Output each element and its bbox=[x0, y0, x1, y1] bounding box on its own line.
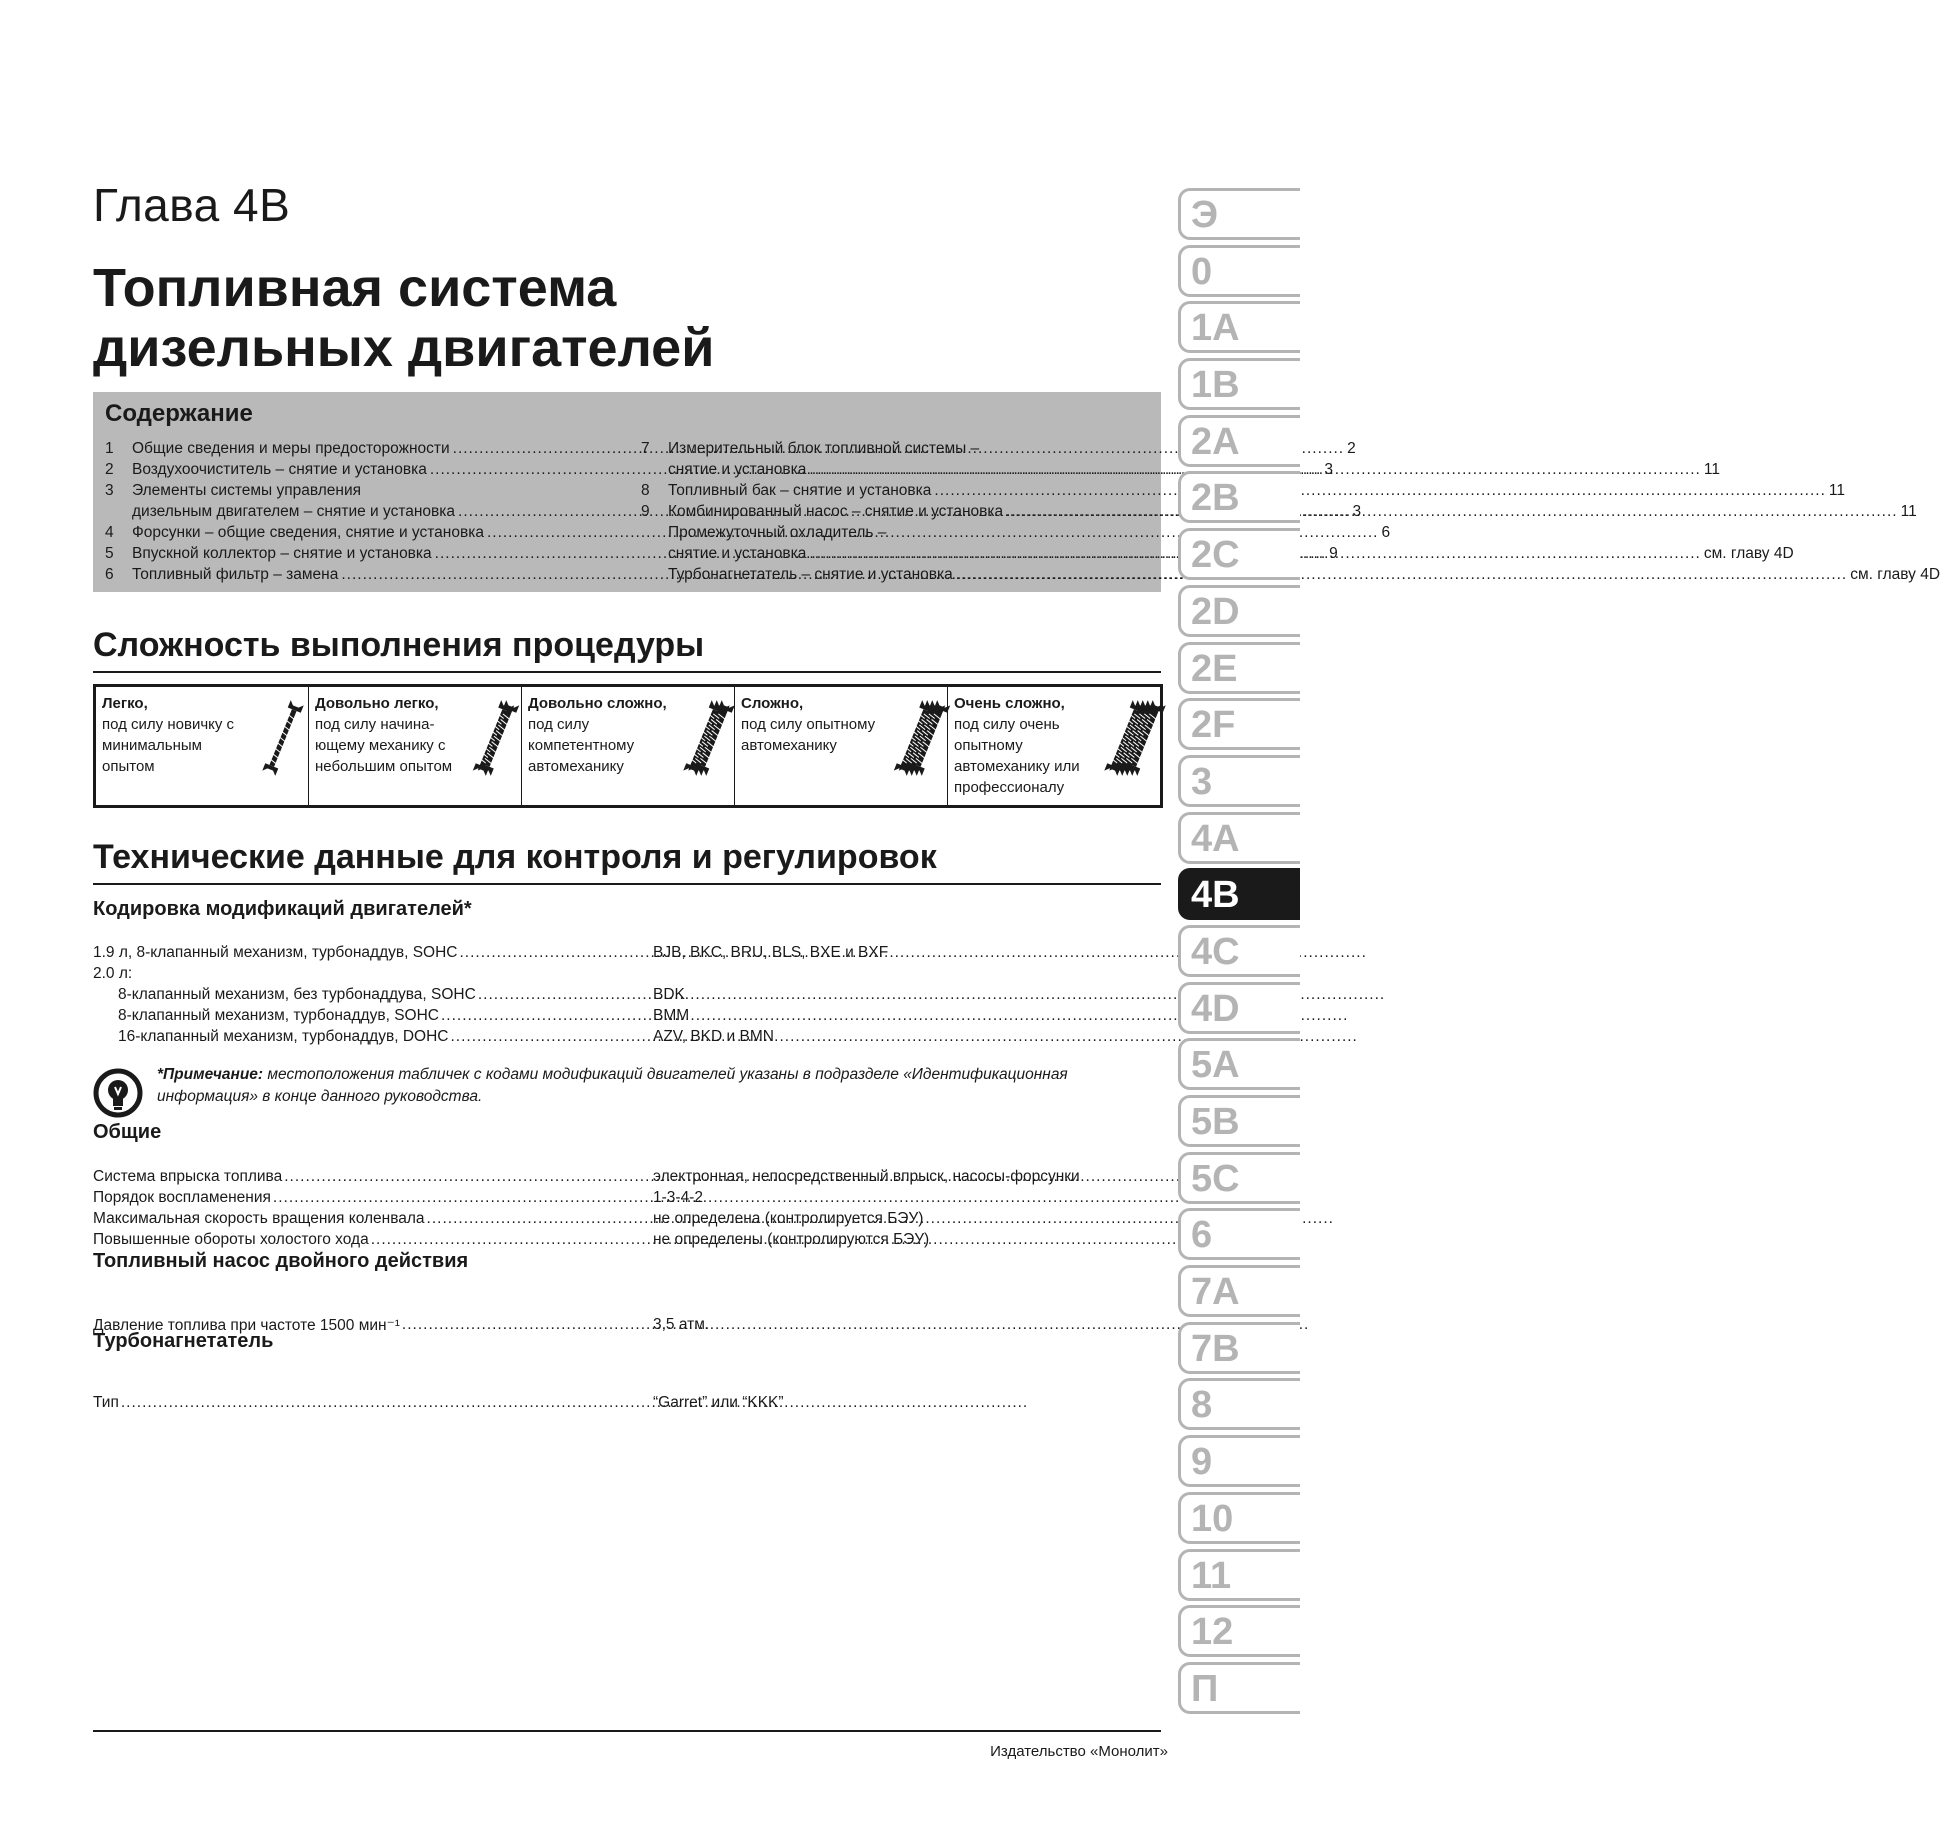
engine-codes-heading: Кодировка модификаций двигателей* bbox=[93, 898, 472, 920]
spec-value: электронная, непосредственный впрыск, насосы-форсунки bbox=[653, 1168, 1080, 1185]
spec-label-wrap bbox=[118, 986, 618, 1004]
spec-label: Тип bbox=[93, 1394, 119, 1411]
difficulty-description: под силу новичку с минимальным опытом bbox=[102, 716, 235, 775]
pump-heading: Топливный насос двойного действия bbox=[93, 1250, 469, 1272]
contents-item-text: Топливный бак – снятие и установка bbox=[668, 482, 932, 499]
difficulty-description: под силу очень опытному автомеханику или профессионалу bbox=[954, 716, 1080, 796]
chapter-tab[interactable]: 8 bbox=[1178, 1378, 1300, 1430]
spec-label: Повышенные обороты холостого хода bbox=[93, 1231, 369, 1248]
spec-label-wrap bbox=[93, 1231, 618, 1249]
contents-item-text: Общие сведения и меры предосторожности bbox=[132, 440, 450, 457]
contents-item-text: Топливный фильтр – замена bbox=[132, 566, 339, 583]
contents-item-number: 1 bbox=[105, 440, 114, 457]
chapter-tab[interactable]: 1B bbox=[1178, 358, 1300, 410]
contents-item-text: Впускной коллектор – снятие и установка bbox=[132, 545, 432, 562]
spec-row bbox=[93, 1210, 1161, 1231]
contents-heading: Содержание bbox=[105, 400, 253, 427]
note-icon bbox=[93, 1068, 143, 1118]
contents-item-number: 5 bbox=[105, 545, 114, 562]
spec-value: BMM bbox=[653, 1007, 690, 1024]
chapter-tab[interactable]: 3 bbox=[1178, 755, 1300, 807]
contents-dot-leader bbox=[1006, 501, 1897, 522]
spec-label: Давление топлива при частоте 1500 мин⁻¹ bbox=[93, 1317, 400, 1334]
spec-row bbox=[93, 1231, 1161, 1252]
spec-label: 1.9 л, 8-клапанный механизм, турбонаддув, SOHC bbox=[93, 944, 458, 961]
difficulty-title: Сложно, bbox=[741, 695, 804, 712]
spec-label-wrap bbox=[93, 1394, 618, 1412]
chapter-tab[interactable]: 9 bbox=[1178, 1435, 1300, 1487]
spec-row bbox=[93, 1168, 1161, 1189]
contents-item-number bbox=[641, 543, 668, 564]
contents-item-number: 6 bbox=[105, 566, 114, 583]
contents-item-page: 3 bbox=[1324, 461, 1333, 478]
wrench-icon bbox=[905, 699, 939, 777]
spec-value: “Garret” или “KKK” bbox=[653, 1394, 784, 1411]
difficulty-level bbox=[96, 687, 309, 805]
contents-item bbox=[641, 480, 1845, 501]
spec-value: не определена (контролируется БЭУ) bbox=[653, 1210, 924, 1227]
wrench-icon bbox=[479, 699, 513, 777]
spec-value: 3,5 атм. bbox=[653, 1316, 710, 1333]
contents-item bbox=[641, 438, 1149, 459]
turbo-heading: Турбонагнетатель bbox=[93, 1330, 274, 1352]
contents-item bbox=[641, 564, 1940, 585]
contents-item-page: см. главу 4D bbox=[1703, 545, 1794, 562]
contents-item-page: см. главу 4D bbox=[1850, 566, 1940, 583]
chapter-tab[interactable]: 2D bbox=[1178, 585, 1300, 637]
spec-label: 8-клапанный механизм, без турбонаддува, SOHC bbox=[118, 986, 476, 1003]
contents-item-page: 3 bbox=[1352, 503, 1362, 520]
contents-item-text: Форсунки – общие сведения, снятие и установка bbox=[132, 524, 484, 541]
spec-label: 2.0 л: bbox=[93, 965, 133, 982]
publisher-footer: Издательство «Монолит» bbox=[990, 1743, 1168, 1760]
chapter-tab[interactable]: 4D bbox=[1178, 982, 1300, 1034]
footer-rule bbox=[93, 1730, 1161, 1732]
contents-item-number bbox=[105, 501, 132, 522]
spec-label: Система впрыска топлива bbox=[93, 1168, 283, 1185]
difficulty-heading: Сложность выполнения процедуры bbox=[93, 626, 1161, 673]
spec-label-wrap bbox=[93, 944, 618, 962]
contents-item-text: Промежуточный охладитель – bbox=[668, 524, 887, 541]
spec-row bbox=[93, 1028, 1161, 1049]
difficulty-title: Довольно легко, bbox=[315, 695, 439, 712]
chapter-tab[interactable]: 10 bbox=[1178, 1492, 1300, 1544]
spec-row bbox=[93, 1007, 1161, 1028]
wrench-icon bbox=[266, 699, 300, 777]
chapter-tab[interactable]: 5A bbox=[1178, 1038, 1300, 1090]
spec-value: BDK bbox=[653, 986, 685, 1003]
contents-item bbox=[641, 501, 1917, 522]
contents-item-text: Комбинированный насос – снятие и установка bbox=[668, 503, 1004, 520]
contents-item-number: 9 bbox=[641, 503, 650, 520]
chapter-tab[interactable]: 5C bbox=[1178, 1152, 1300, 1204]
spec-label: 16-клапанный механизм, турбонаддув, DOHC bbox=[118, 1028, 449, 1045]
spec-row bbox=[93, 1189, 1161, 1210]
title-line-1: Топливная система bbox=[93, 258, 617, 318]
chapter-tab[interactable]: 1A bbox=[1178, 301, 1300, 353]
contents-item bbox=[105, 459, 1333, 480]
contents-item-page: 9 bbox=[1329, 545, 1338, 562]
chapter-tab[interactable]: 6 bbox=[1178, 1208, 1300, 1260]
contents-item-text: дизельным двигателем – снятие и установка bbox=[132, 503, 456, 520]
spec-value: AZV, BKD и BMN bbox=[653, 1028, 774, 1045]
general-heading: Общие bbox=[93, 1121, 162, 1143]
chapter-tab[interactable]: 2E bbox=[1178, 642, 1300, 694]
engine-code-note bbox=[157, 1064, 1162, 1108]
spec-dot-leader bbox=[273, 1189, 1180, 1207]
chapter-tab[interactable]: 11 bbox=[1178, 1549, 1300, 1601]
chapter-tab[interactable]: 12 bbox=[1178, 1605, 1300, 1657]
contents-item-number: 3 bbox=[105, 482, 114, 499]
contents-item-number bbox=[641, 564, 668, 585]
chapter-tab[interactable]: 5B bbox=[1178, 1095, 1300, 1147]
wrench-icon bbox=[1118, 699, 1152, 777]
contents-item bbox=[105, 543, 1338, 564]
contents-item-page: 11 bbox=[1900, 503, 1917, 520]
chapter-tab[interactable]: 2A bbox=[1178, 415, 1300, 467]
spec-value: не определены (контролируются БЭУ) bbox=[653, 1231, 930, 1248]
difficulty-title: Легко, bbox=[102, 695, 148, 712]
contents-item-number: 7 bbox=[641, 440, 650, 457]
contents-item bbox=[641, 543, 1794, 564]
spec-dot-leader bbox=[402, 1316, 1309, 1335]
spec-label-wrap bbox=[118, 1007, 618, 1025]
contents-item-page: 11 bbox=[1828, 482, 1845, 499]
spec-label-wrap bbox=[118, 1028, 618, 1046]
contents-dot-leader bbox=[956, 564, 1847, 585]
contents-item-number bbox=[641, 459, 668, 480]
difficulty-level bbox=[735, 687, 948, 805]
difficulty-level bbox=[309, 687, 522, 805]
chapter-tab[interactable]: 4A bbox=[1178, 812, 1300, 864]
spec-value: 1-3-4-2 bbox=[653, 1189, 703, 1206]
chapter-tab[interactable]: 2F bbox=[1178, 698, 1300, 750]
chapter-tab[interactable]: 4C bbox=[1178, 925, 1300, 977]
contents-item-number: 4 bbox=[105, 524, 114, 541]
difficulty-description: под силу компетентному автомеханику bbox=[528, 716, 635, 775]
contents-item-text: Воздухоочиститель – снятие и установка bbox=[132, 461, 427, 478]
spec-dot-leader bbox=[121, 1394, 1028, 1412]
chapter-tab[interactable]: 0 bbox=[1178, 245, 1300, 297]
spec-row bbox=[93, 965, 1161, 986]
contents-item-text: Измерительный блок топливной системы – bbox=[668, 440, 980, 457]
chapter-tab[interactable]: П bbox=[1178, 1662, 1300, 1714]
contents-item bbox=[105, 564, 610, 585]
contents-item-page: 6 bbox=[1381, 524, 1391, 541]
difficulty-description: под силу начина-ющему механику с небольшим опытом bbox=[315, 716, 453, 775]
title-line-2: дизельных двигателей bbox=[93, 318, 715, 378]
spec-row bbox=[93, 944, 1161, 965]
contents-item-page: 2 bbox=[1347, 440, 1356, 457]
difficulty-table bbox=[93, 684, 1163, 808]
contents-item-text: снятие и установка bbox=[668, 461, 807, 478]
difficulty-description: под силу опытному автомеханику bbox=[741, 716, 876, 754]
chapter-tab[interactable]: 7B bbox=[1178, 1322, 1300, 1374]
contents-item-text: Турбонагнетатель – снятие и установка bbox=[668, 566, 953, 583]
wrench-icon bbox=[692, 699, 726, 777]
spec-label: 8-клапанный механизм, турбонаддув, SOHC bbox=[118, 1007, 439, 1024]
difficulty-level bbox=[522, 687, 735, 805]
contents-item bbox=[105, 480, 610, 501]
contents-item-number bbox=[641, 522, 668, 543]
contents-dot-leader bbox=[934, 480, 1825, 501]
spec-label: Максимальная скорость вращения коленвала bbox=[93, 1210, 425, 1227]
chapter-tabs bbox=[1178, 188, 1300, 1719]
contents-item-number: 2 bbox=[105, 461, 114, 478]
contents-item bbox=[641, 522, 1149, 543]
contents-item-page: 11 bbox=[1703, 461, 1720, 478]
spec-label-wrap bbox=[93, 1189, 618, 1207]
chapter-tab[interactable]: 7A bbox=[1178, 1265, 1300, 1317]
spec-row bbox=[93, 1394, 1161, 1415]
chapter-tab[interactable]: 2C bbox=[1178, 528, 1300, 580]
chapter-tab[interactable]: Э bbox=[1178, 188, 1300, 240]
note-body: местоположения табличек с кодами модификаций двигателей указаны в подразделе «Идентификационная информация» в конце данного руководства. bbox=[157, 1066, 1068, 1105]
contents-item-number: 8 bbox=[641, 482, 650, 499]
chapter-number: Глава 4B bbox=[93, 179, 291, 231]
spec-label: Порядок воспламенения bbox=[93, 1189, 271, 1206]
chapter-tab[interactable]: 2B bbox=[1178, 471, 1300, 523]
page-title bbox=[93, 258, 1153, 378]
spec-value: BJB, BKC, BRU, BLS, BXE и BXF bbox=[653, 944, 889, 961]
contents-item-text: снятие и установка bbox=[668, 545, 807, 562]
tech-data-heading: Технические данные для контроля и регулировок bbox=[93, 838, 1161, 885]
difficulty-title: Довольно сложно, bbox=[528, 695, 667, 712]
difficulty-title: Очень сложно, bbox=[954, 695, 1065, 712]
chapter-tab[interactable]: 4B bbox=[1178, 868, 1300, 920]
spec-label-wrap bbox=[93, 1210, 618, 1228]
contents-item-text: Элементы системы управления bbox=[132, 482, 362, 499]
difficulty-level bbox=[948, 687, 1160, 805]
spec-label-wrap bbox=[93, 1168, 618, 1186]
spec-row bbox=[93, 986, 1161, 1007]
note-label: *Примечание: bbox=[157, 1066, 264, 1083]
contents-item bbox=[641, 459, 1720, 480]
spec-label-wrap bbox=[93, 965, 618, 983]
